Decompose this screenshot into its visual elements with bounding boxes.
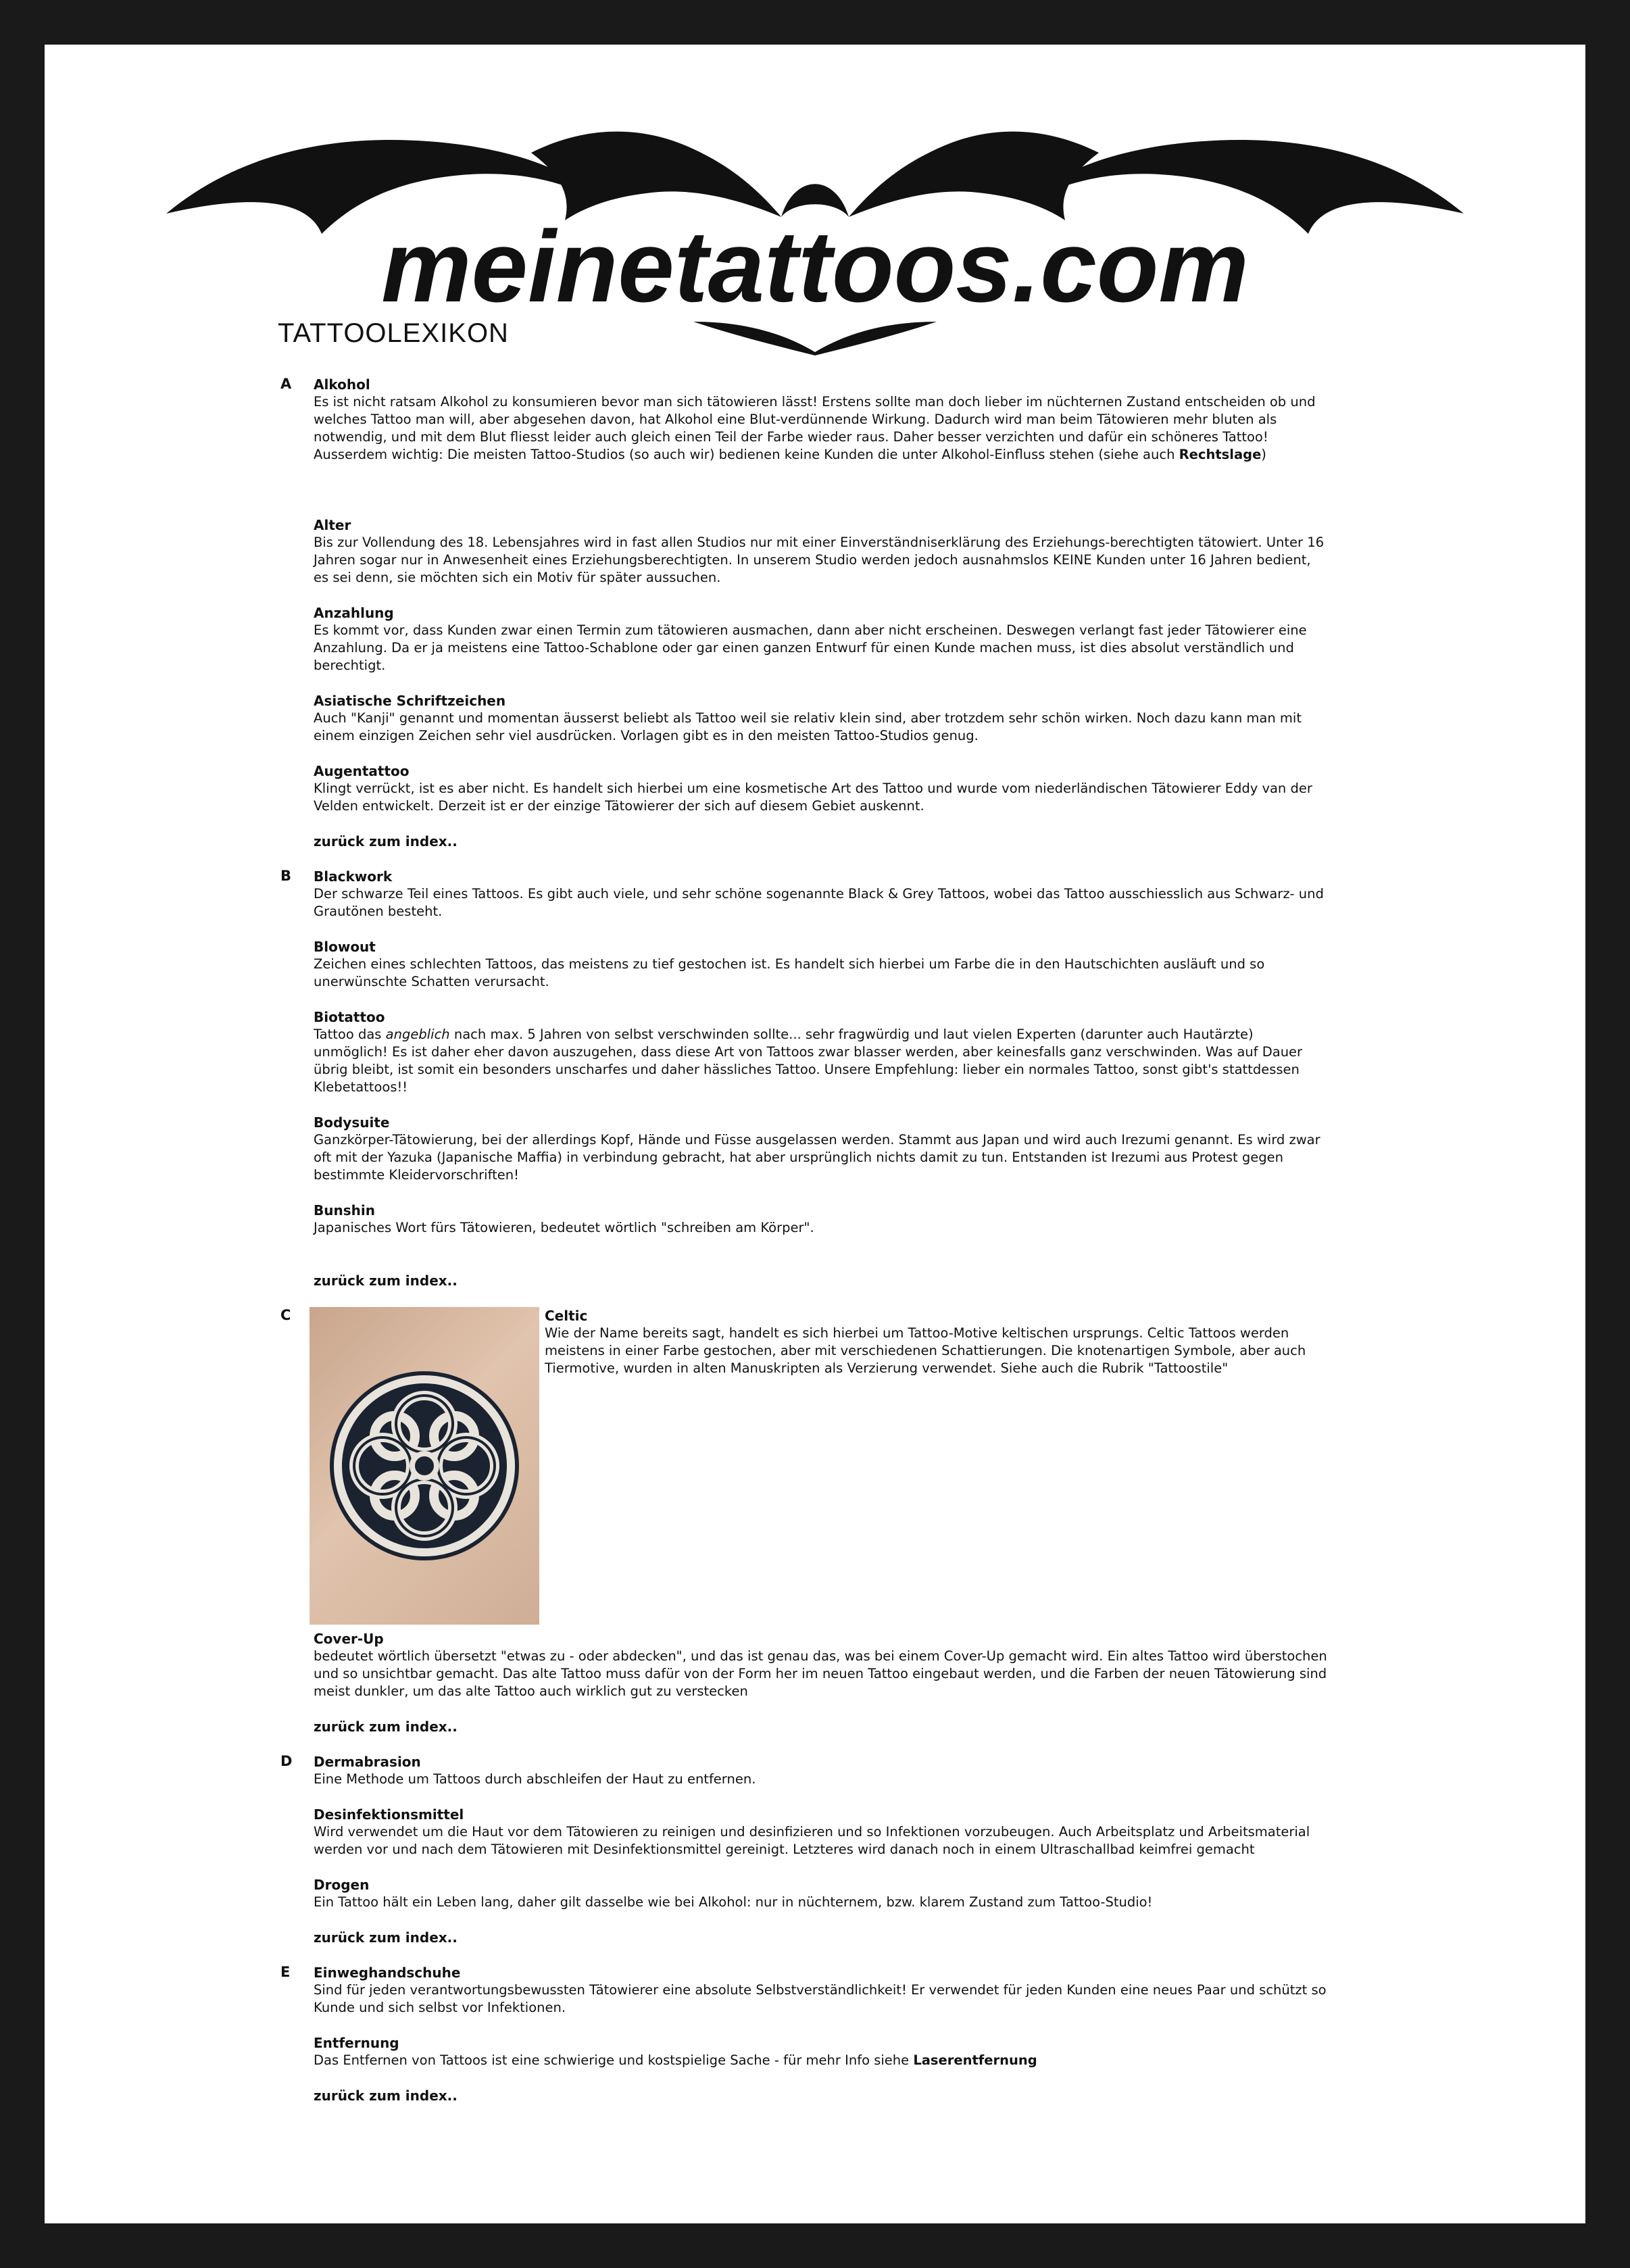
entry-bunshin — [314, 1202, 1327, 1237]
entry-title: Celtic — [545, 1308, 588, 1324]
document-page — [45, 45, 1585, 2223]
back-to-index-link[interactable]: zurück zum index.. — [314, 833, 458, 849]
entry-cover-up — [314, 1630, 1327, 1700]
section-e — [45, 1964, 1585, 2104]
entry-text: Wie der Name bereits sagt, handelt es sich hierbei um Tattoo-Motive keltischen ursprungs. Celtic Tattoos werden meistens in einer Farbe gestochen, aber mit verschiedenen Schattierungen. Die knotenartigen Symbole, aber auch Tiermotive, wurden in alten Manuskripten als Verzierung verwendet. Siehe auch die Rubrik "Tattoostile" — [545, 1325, 1306, 1376]
section-letter: A — [280, 376, 292, 392]
entry-title: Alter — [314, 517, 351, 533]
section-letter: C — [280, 1307, 291, 1323]
entry-dermabrasion — [314, 1753, 1327, 1788]
entry-title: Bodysuite — [314, 1114, 390, 1131]
entry-text: Tattoo das angeblich nach max. 5 Jahren von selbst verschwinden sollte... sehr fragwürdig und laut vielen Experten (darunter auch Hautärzte) unmöglich! Es ist daher eher davon auszugehen, dass diese Art von Tattoos zwar blasser werden, aber keinesfalls ganz verschwinden. Was auf Dauer übrig bleibt, ist somit ein besonders unscharfes und daher hässliches Tattoo. Unsere Empfehlung: lieber ein normales Tattoo, sonst gibt's stattdessen Klebetattoos!! — [314, 1027, 1303, 1095]
entry-anzahlung — [314, 604, 1327, 674]
entry-title: Augentattoo — [314, 763, 410, 779]
section-letter: D — [280, 1753, 293, 1769]
entry-augentattoo — [314, 762, 1327, 815]
rechtslage-link[interactable]: Rechtslage — [1179, 447, 1262, 462]
entry-text: Ein Tattoo hält ein Leben lang, daher gilt dasselbe wie bei Alkohol: nur in nüchternem, bzw. klarem Zustand zum Tattoo-Studio! — [314, 1894, 1153, 1910]
entry-title: Desinfektionsmittel — [314, 1806, 464, 1823]
entry-text: Bis zur Vollendung des 18. Lebensjahres wird in fast allen Studios nur mit einer Einverständniserklärung des Erziehungs-berechtigten tätowiert. Unter 16 Jahren sogar nur in Anwesenheit eines Erziehungsberechtigten. In unserem Studio werden jedoch ausnahmslos KEINE Kunden unter 16 Jahren bedient, es sei denn, sie möchten sich ein Motiv für später aussuchen. — [314, 535, 1325, 585]
entry-biotattoo — [314, 1008, 1327, 1096]
entry-title: Drogen — [314, 1877, 370, 1893]
back-to-index-link[interactable]: zurück zum index.. — [314, 1273, 458, 1289]
entry-text: bedeutet wörtlich übersetzt "etwas zu - oder abdecken", und das ist genau das, was bei einem Cover-Up gemacht wird. Ein altes Tattoo wird überstochen und so unsichtbar gemacht. Das alte Tattoo muss dafür von der Form her im neuen Tattoo eingebaut werden, und die Farben der neuen Tätowierung sind meist dunkler, um das alte Tattoo auch wirklich gut zu verstecken — [314, 1648, 1327, 1699]
entry-alkohol — [314, 376, 1327, 464]
site-logo — [153, 99, 1477, 355]
entry-desinfektionsmittel — [314, 1806, 1327, 1858]
entry-text: Das Entfernen von Tattoos ist eine schwierige und kostspielige Sache - für mehr Info siehe Laserentfernung — [314, 2052, 1037, 2068]
entry-entfernung — [314, 2034, 1327, 2069]
entry-celtic — [314, 1307, 1327, 1625]
logo-text: meinetattoos.com — [381, 209, 1249, 323]
entry-title: Einweghandschuhe — [314, 1965, 461, 1981]
entry-text: Wird verwendet um die Haut vor dem Tätowieren zu reinigen und desinfizieren und so Infektionen vorzubeugen. Auch Arbeitsplatz und Arbeitsmaterial werden vor und nach dem Tätowieren mit Desinfektionsmittel gereinigt. Letzteres wird danach noch in einem Ultraschallbad keimfrei gemacht — [314, 1824, 1310, 1857]
section-a — [45, 376, 1585, 850]
entry-title: Entfernung — [314, 2035, 399, 2051]
entry-text: Es ist nicht ratsam Alkohol zu konsumieren bevor man sich tätowieren lässt! Erstens sollte man doch lieber im nüchternen Zustand entscheiden ob und welches Tattoo man will, aber abgesehen davon, hat Alkohol eine Blut-verdünnende Wirkung. Dadurch wird man beim Tätowieren mehr bluten als notwendig, und mit dem Blut fliesst leider auch gleich einen Teil der Farbe wieder raus. Daher besser verzichten und dafür ein schöneres Tattoo! Ausserdem wichtig: Die meisten Tattoo-Studios (so auch wir) bedienen keine Kunden die unter Alkohol-Einfluss stehen (siehe auch Rechtslage) — [314, 394, 1316, 462]
section-letter: E — [280, 1964, 291, 1980]
section-b — [45, 868, 1585, 1289]
section-letter: B — [280, 868, 292, 884]
entry-title: Dermabrasion — [314, 1754, 421, 1770]
section-d — [45, 1753, 1585, 1946]
entry-blackwork — [314, 868, 1327, 920]
entry-title: Blackwork — [314, 868, 393, 885]
lexicon-content — [45, 376, 1585, 2104]
celtic-knot-image — [323, 1364, 526, 1567]
page-title: TATTOOLEXIKON — [278, 318, 509, 348]
entry-title: Blowout — [314, 939, 376, 955]
entry-text: Ganzkörper-Tätowierung, bei der allerdings Kopf, Hände und Füsse ausgelassen werden. Stammt aus Japan und wird auch Irezumi genannt. Es wird zwar oft mit der Yazuka (Japanische Maffia) in verbindung gebracht, hat aber ursprünglich nichts damit zu tun. Entstanden ist Irezumi aus Protest gegen bestimmte Kleidervorschriften! — [314, 1132, 1320, 1183]
entry-alter — [314, 516, 1327, 587]
entry-title: Anzahlung — [314, 605, 394, 621]
entry-asiatische-schriftzeichen — [314, 692, 1327, 745]
entry-title: Alkohol — [314, 376, 370, 393]
entry-text: Sind für jeden verantwortungsbewussten Tätowierer eine absolute Selbstverständlichkeit! Er verwendet für jeden Kunden eine neues Paar und schützt so Kunde und sich selbst vor Infektionen. — [314, 1982, 1327, 2015]
entry-text: Es kommt vor, dass Kunden zwar einen Termin zum tätowieren ausmachen, dann aber nicht erscheinen. Deswegen verlangt fast jeder Tätowierer eine Anzahlung. Da er ja meistens eine Tattoo-Schablone oder gar einen ganzen Entwurf für einen Kunde machen muss, ist dies absolut verständlich und berechtigt. — [314, 622, 1307, 673]
entry-text: Japanisches Wort fürs Tätowieren, bedeutet wörtlich "schreiben am Körper". — [314, 1220, 814, 1235]
laserentfernung-link[interactable]: Laserentfernung — [913, 2052, 1037, 2068]
celtic-tattoo-photo — [310, 1307, 539, 1625]
entry-text: Eine Methode um Tattoos durch abschleifen der Haut zu entfernen. — [314, 1771, 756, 1787]
entry-blowout — [314, 938, 1327, 991]
entry-einweghandschuhe — [314, 1964, 1327, 2017]
back-to-index-link[interactable]: zurück zum index.. — [314, 2088, 458, 2104]
back-to-index-link[interactable]: zurück zum index.. — [314, 1719, 458, 1735]
entry-text: Zeichen eines schlechten Tattoos, das meistens zu tief gestochen ist. Es handelt sich hierbei um Farbe die in den Hautschichten ausläuft und so unerwünschte Schatten verursacht. — [314, 956, 1265, 989]
entry-drogen — [314, 1876, 1327, 1911]
entry-text: Auch "Kanji" genannt und momentan äusserst beliebt als Tattoo weil sie relativ klein sind, aber trotzdem sehr schön wirken. Noch dazu kann man mit einem einzigen Zeichen sehr viel ausdrücken. Vorlagen gibt es in den meisten Tattoo-Studios genug. — [314, 710, 1302, 743]
entry-text: Der schwarze Teil eines Tattoos. Es gibt auch viele, und sehr schöne sogenannte Black & Grey Tattoos, wobei das Tattoo ausschiesslich aus Schwarz- und Grautönen besteht. — [314, 886, 1324, 919]
entry-text: Klingt verrückt, ist es aber nicht. Es handelt sich hierbei um eine kosmetische Art des Tattoo und wurde vom niederländischen Tätowierer Eddy van der Velden entwickelt. Derzeit ist er der einzige Tätowierer der sich auf diesem Gebiet auskennt. — [314, 781, 1312, 814]
entry-title: Biotattoo — [314, 1009, 385, 1025]
section-c — [45, 1307, 1585, 1735]
entry-title: Asiatische Schriftzeichen — [314, 693, 506, 709]
entry-title: Bunshin — [314, 1202, 375, 1218]
entry-bodysuite — [314, 1114, 1327, 1184]
entry-title: Cover-Up — [314, 1631, 384, 1647]
back-to-index-link[interactable]: zurück zum index.. — [314, 1929, 458, 1946]
